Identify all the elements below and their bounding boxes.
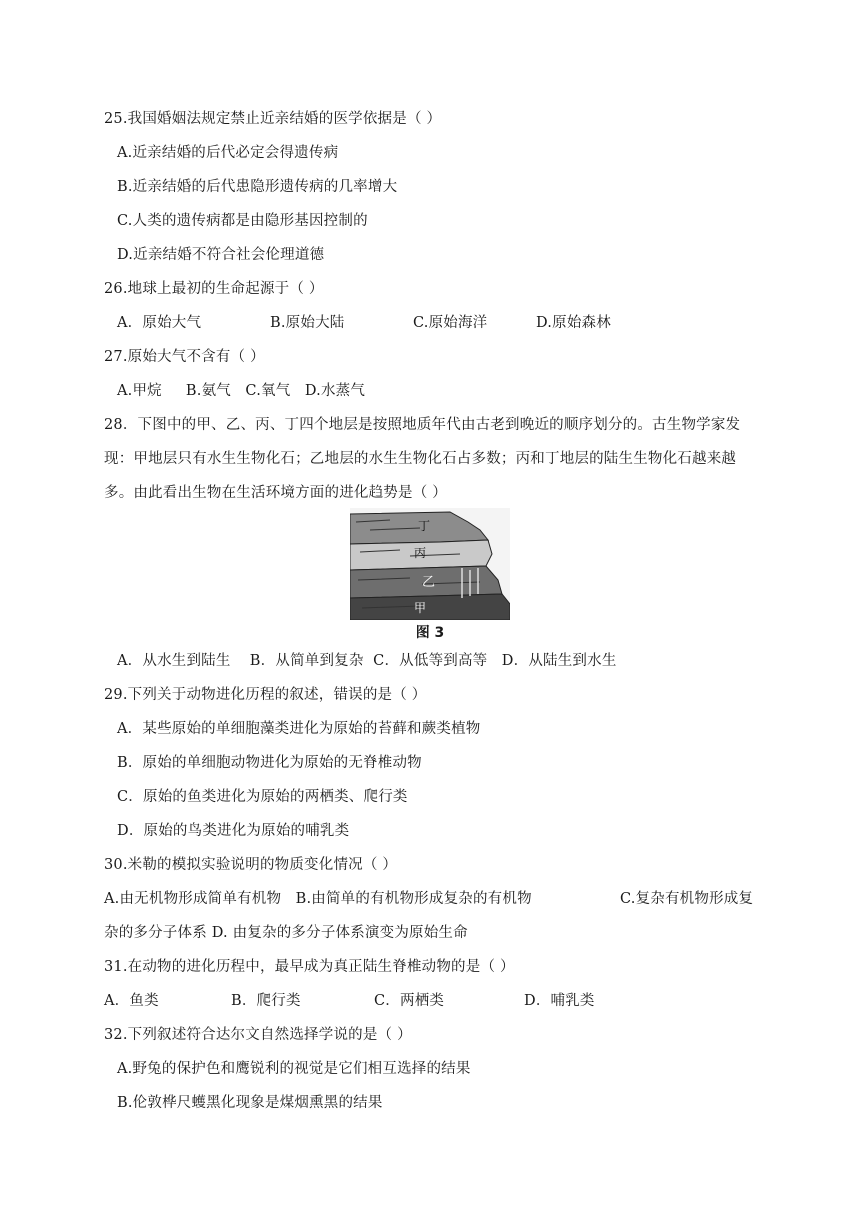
q29-option-a: A．某些原始的单细胞藻类进化为原始的苔藓和蕨类植物 <box>117 721 481 737</box>
strata-label-ding: 丁 <box>418 519 431 533</box>
q27-options: A.甲烷 B.氨气 C.氧气 D.水蒸气 <box>117 383 366 399</box>
q28-stem-line3: 多。由此看出生物在生活环境方面的进化趋势是（ ） <box>104 485 447 501</box>
q31-option-a: A．鱼类 <box>104 993 159 1009</box>
q27-stem: 27.原始大气不含有（ ） <box>104 349 265 365</box>
q25-option-a: A.近亲结婚的后代必定会得遗传病 <box>117 145 339 161</box>
q32-option-b: B.伦敦桦尺蠖黑化现象是煤烟熏黑的结果 <box>117 1095 383 1111</box>
q26-option-b: B.原始大陆 <box>270 315 345 331</box>
q29-option-b: B．原始的单细胞动物进化为原始的无脊椎动物 <box>117 755 422 771</box>
q30-options-line2: 杂的多分子体系 D. 由复杂的多分子体系演变为原始生命 <box>104 925 468 941</box>
q28-stem-line2: 现：甲地层只有水生生物化石；乙地层的水生生物化石占多数；丙和丁地层的陆生生物化石越来越 <box>104 451 737 467</box>
q26-option-c: C.原始海洋 <box>413 315 488 331</box>
q31-stem: 31.在动物的进化历程中，最早成为真正陆生脊椎动物的是（ ） <box>104 959 515 975</box>
q31-option-d: D．哺乳类 <box>524 993 595 1009</box>
q32-stem: 32.下列叙述符合达尔文自然选择学说的是（ ） <box>104 1027 412 1043</box>
q29-stem: 29.下列关于动物进化历程的叙述，错误的是（ ） <box>104 687 427 703</box>
strata-label-jia: 甲 <box>414 601 427 615</box>
q31-option-c: C．两栖类 <box>374 993 445 1009</box>
q25-stem: 25.我国婚姻法规定禁止近亲结婚的医学依据是（ ） <box>104 111 442 127</box>
q25-option-b: B.近亲结婚的后代患隐形遗传病的几率增大 <box>117 179 398 195</box>
q30-stem: 30.米勒的模拟实验说明的物质变化情况（ ） <box>104 857 398 873</box>
q25-option-d: D.近亲结婚不符合社会伦理道德 <box>117 247 325 263</box>
q32-option-a: A.野兔的保护色和鹰锐利的视觉是它们相互选择的结果 <box>117 1061 471 1077</box>
q31-option-b: B．爬行类 <box>231 993 301 1009</box>
strata-label-bing: 丙 <box>414 546 427 560</box>
q29-option-c: C．原始的鱼类进化为原始的两栖类、爬行类 <box>117 789 408 805</box>
q29-option-d: D．原始的鸟类进化为原始的哺乳类 <box>117 823 350 839</box>
q28-options: A．从水生到陆生 B．从简单到复杂 C．从低等到高等 D．从陆生到水生 <box>117 653 617 669</box>
q26-stem: 26.地球上最初的生命起源于（ ） <box>104 281 324 297</box>
strata-label-yi: 乙 <box>422 575 436 590</box>
q26-option-a: A．原始大气 <box>117 315 202 331</box>
figure-caption: 图 3 <box>415 625 445 641</box>
q26-option-d: D.原始森林 <box>536 315 611 331</box>
q25-option-c: C.人类的遗传病都是由隐形基因控制的 <box>117 213 368 229</box>
q30-options-line1b: C.复杂有机物形成复 <box>620 891 754 907</box>
q30-options-line1a: A.由无机物形成简单有机物 B.由简单的有机物形成复杂的有机物 <box>104 891 532 907</box>
q28-stem-line1: 28．下图中的甲、乙、丙、丁四个地层是按照地质年代由古老到晚近的顺序划分的。古生物学家发 <box>104 417 741 433</box>
strata-figure <box>350 508 510 620</box>
